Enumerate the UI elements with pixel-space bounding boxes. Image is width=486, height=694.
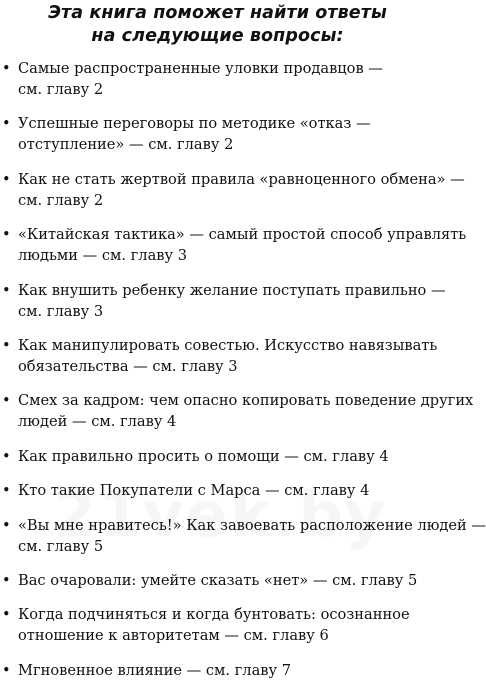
list-item — [0, 480, 435, 501]
list-item — [0, 515, 486, 557]
bullet-icon: • — [2, 447, 11, 465]
question-text-line-2: см. главу 2 — [18, 191, 104, 209]
list-item — [0, 570, 435, 591]
list-item — [0, 335, 438, 377]
question-text-line-2: людей — см. главу 4 — [18, 413, 177, 431]
question-text-line-2: отношение к авторитетам — см. главу 6 — [18, 627, 329, 645]
bullet-icon: • — [2, 170, 11, 188]
questions-list — [0, 58, 486, 694]
bullet-icon: • — [2, 516, 11, 534]
question-text-line-1: Как правильно просить о помощи — см. главу 4 — [18, 447, 389, 465]
question-text-line-2: см. главу 5 — [18, 537, 104, 555]
heading-line-2: на следующие вопросы: — [91, 26, 344, 46]
question-text-line-2: см. главу 3 — [18, 302, 104, 320]
list-item — [0, 604, 435, 646]
list-item — [0, 169, 465, 211]
question-text-line-1: Как внушить ребенку желание поступать правильно — — [18, 281, 446, 299]
bullet-icon: • — [2, 392, 11, 410]
question-text-line-1: «Китайская тактика» — самый простой способ управлять — [18, 226, 467, 244]
question-text-line-1: Когда подчиняться и когда бунтовать: осознанное — [18, 606, 410, 624]
question-text-line-2: обязательства — см. главу 3 — [18, 357, 238, 375]
heading-line-1: Эта книга поможет найти ответы — [48, 3, 387, 23]
bullet-icon: • — [2, 115, 11, 133]
bullet-icon: • — [2, 60, 11, 77]
question-text-line-2: см. главу 2 — [18, 81, 104, 98]
page-heading — [0, 2, 435, 48]
question-text-line-1: Как манипулировать совестью. Искусство навязывать — [18, 336, 438, 354]
question-text-line-1: Кто такие Покупатели с Марса — см. главу 4 — [18, 482, 370, 500]
question-text-line-1: Вас очаровали: умейте сказать «нет» — см. главу 5 — [18, 571, 418, 589]
bullet-icon: • — [2, 336, 11, 354]
bullet-icon: • — [2, 226, 11, 244]
list-item — [0, 446, 435, 467]
bullet-icon: • — [2, 661, 11, 679]
list-item — [0, 58, 435, 100]
bullet-icon: • — [2, 482, 11, 500]
bullet-icon: • — [2, 571, 11, 589]
question-text-line-1: Мгновенное влияние — см. главу 7 — [18, 661, 291, 679]
question-text-line-1: Успешные переговоры по методике «отказ — — [18, 115, 371, 133]
question-text-line-2: отступление» — см. главу 2 — [18, 136, 234, 154]
list-item — [0, 390, 474, 432]
list-item — [0, 660, 435, 681]
bullet-icon: • — [2, 606, 11, 624]
question-text-line-1: Самые распространенные уловки продавцов — — [18, 60, 383, 77]
list-item — [0, 280, 446, 322]
list-item — [0, 113, 435, 155]
bullet-icon: • — [2, 281, 11, 299]
question-text-line-1: «Вы мне нравитесь!» Как завоевать расположение людей — — [18, 516, 486, 534]
list-item — [0, 224, 467, 266]
question-text-line-2: людьми — см. главу 3 — [18, 247, 188, 265]
question-text-line-1: Смех за кадром: чем опасно копировать поведение других — [18, 392, 474, 410]
question-text-line-1: Как не стать жертвой правила «равноценного обмена» — — [18, 170, 465, 188]
